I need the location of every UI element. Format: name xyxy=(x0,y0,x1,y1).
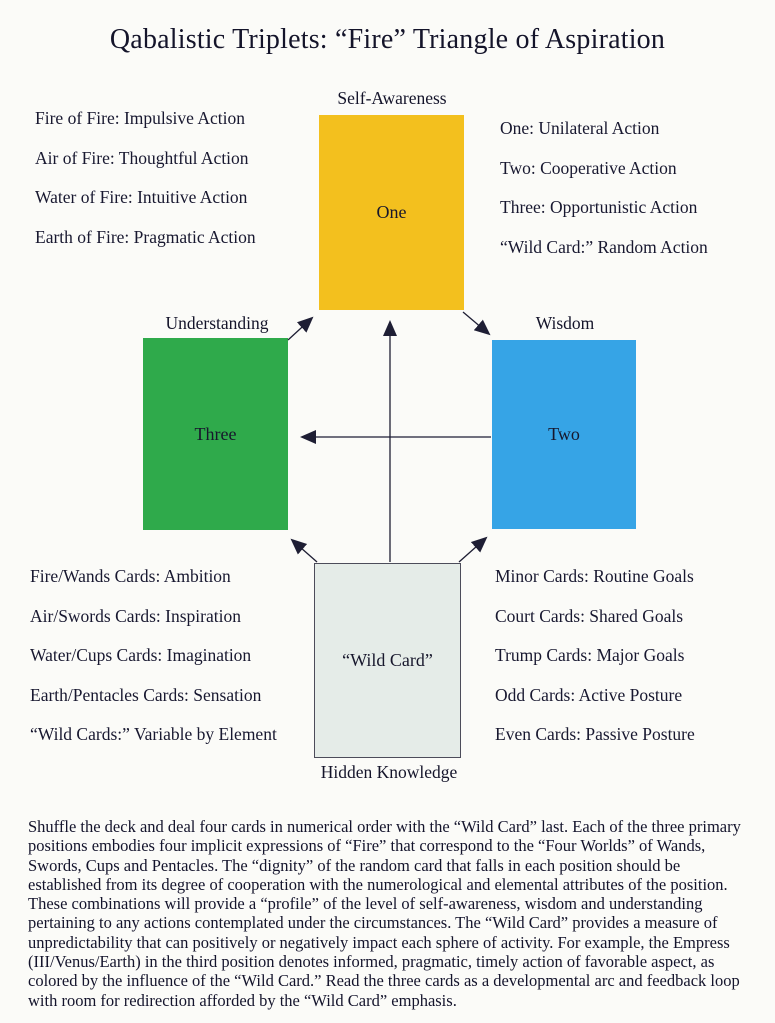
explanation-paragraph: Shuffle the deck and deal four cards in numerical order with the “Wild Card” last. Each of the three primary positions embodies four implicit expressions of “Fire” that correspond to the “Four Worlds” of Wands, Swords, Cups and Pentacles. The “dignity” of the random card that falls in each position should be established from its degree of cooperation with the numerological and elemental attributes of the position. These combinations will provide a “profile” of the level of self-awareness, wisdom and understanding pertaining to any actions contemplated under the circumstances. The “Wild Card” provides a measure of unpredictability that can positively or negatively impact each sphere of activity. For example, the Empress (III/Venus/Earth) in the third position denotes informed, pragmatic, timely action of favorable aspect, as colored by the influence of the “Wild Card.” Read the three cards as a developmental arc and feedback loop with room for redirection afforded by the “Wild Card” emphasis. xyxy=(28,817,741,1010)
list-item: Air/Swords Cards: Inspiration xyxy=(30,605,241,626)
list-item: Fire/Wands Cards: Ambition xyxy=(30,566,231,586)
arrow-wildcard-to-two xyxy=(459,538,486,562)
list-item: Court Cards: Shared Goals xyxy=(495,605,684,626)
arrow-wildcard-to-three xyxy=(292,540,317,562)
card-wild-label: “Wild Card” xyxy=(342,650,433,670)
label-hidden-knowledge: Hidden Knowledge xyxy=(320,762,458,782)
list-item: Fire of Fire: Impulsive Action xyxy=(35,108,245,128)
list-item: Earth/Pentacles Cards: Sensation xyxy=(30,684,262,705)
list-item: Even Cards: Passive Posture xyxy=(495,724,695,744)
card-one xyxy=(319,115,464,310)
list-number-actions xyxy=(500,118,708,276)
list-item: Earth of Fire: Pragmatic Action xyxy=(35,226,256,247)
label-self-awareness: Self-Awareness xyxy=(337,88,447,108)
list-item: One: Unilateral Action xyxy=(500,118,660,138)
list-item: “Wild Card:” Random Action xyxy=(500,236,708,257)
card-three xyxy=(143,338,288,530)
list-item: Two: Cooperative Action xyxy=(500,157,677,178)
list-fire-aspects xyxy=(35,108,256,266)
label-understanding: Understanding xyxy=(165,313,269,333)
list-item: Minor Cards: Routine Goals xyxy=(495,566,694,586)
card-two xyxy=(492,340,636,529)
list-item: “Wild Cards:” Variable by Element xyxy=(30,724,277,744)
list-item: Air of Fire: Thoughtful Action xyxy=(35,147,249,168)
label-wisdom: Wisdom xyxy=(535,313,595,333)
list-item: Water/Cups Cards: Imagination xyxy=(30,645,252,665)
list-card-goals xyxy=(495,566,695,764)
list-item: Three: Opportunistic Action xyxy=(500,197,698,217)
arrow-one-to-two xyxy=(463,312,489,334)
list-suit-qualities xyxy=(30,566,277,764)
list-item: Water of Fire: Intuitive Action xyxy=(35,187,248,207)
page-title: Qabalistic Triplets: “Fire” Triangle of Aspiration xyxy=(109,24,666,55)
card-three-label: Three xyxy=(194,423,237,444)
card-one-label: One xyxy=(376,202,407,222)
list-item: Odd Cards: Active Posture xyxy=(495,684,683,705)
card-wild xyxy=(314,563,461,758)
list-item: Trump Cards: Major Goals xyxy=(495,645,685,665)
arrow-three-to-one xyxy=(288,318,312,340)
card-two-label: Two xyxy=(548,424,580,444)
